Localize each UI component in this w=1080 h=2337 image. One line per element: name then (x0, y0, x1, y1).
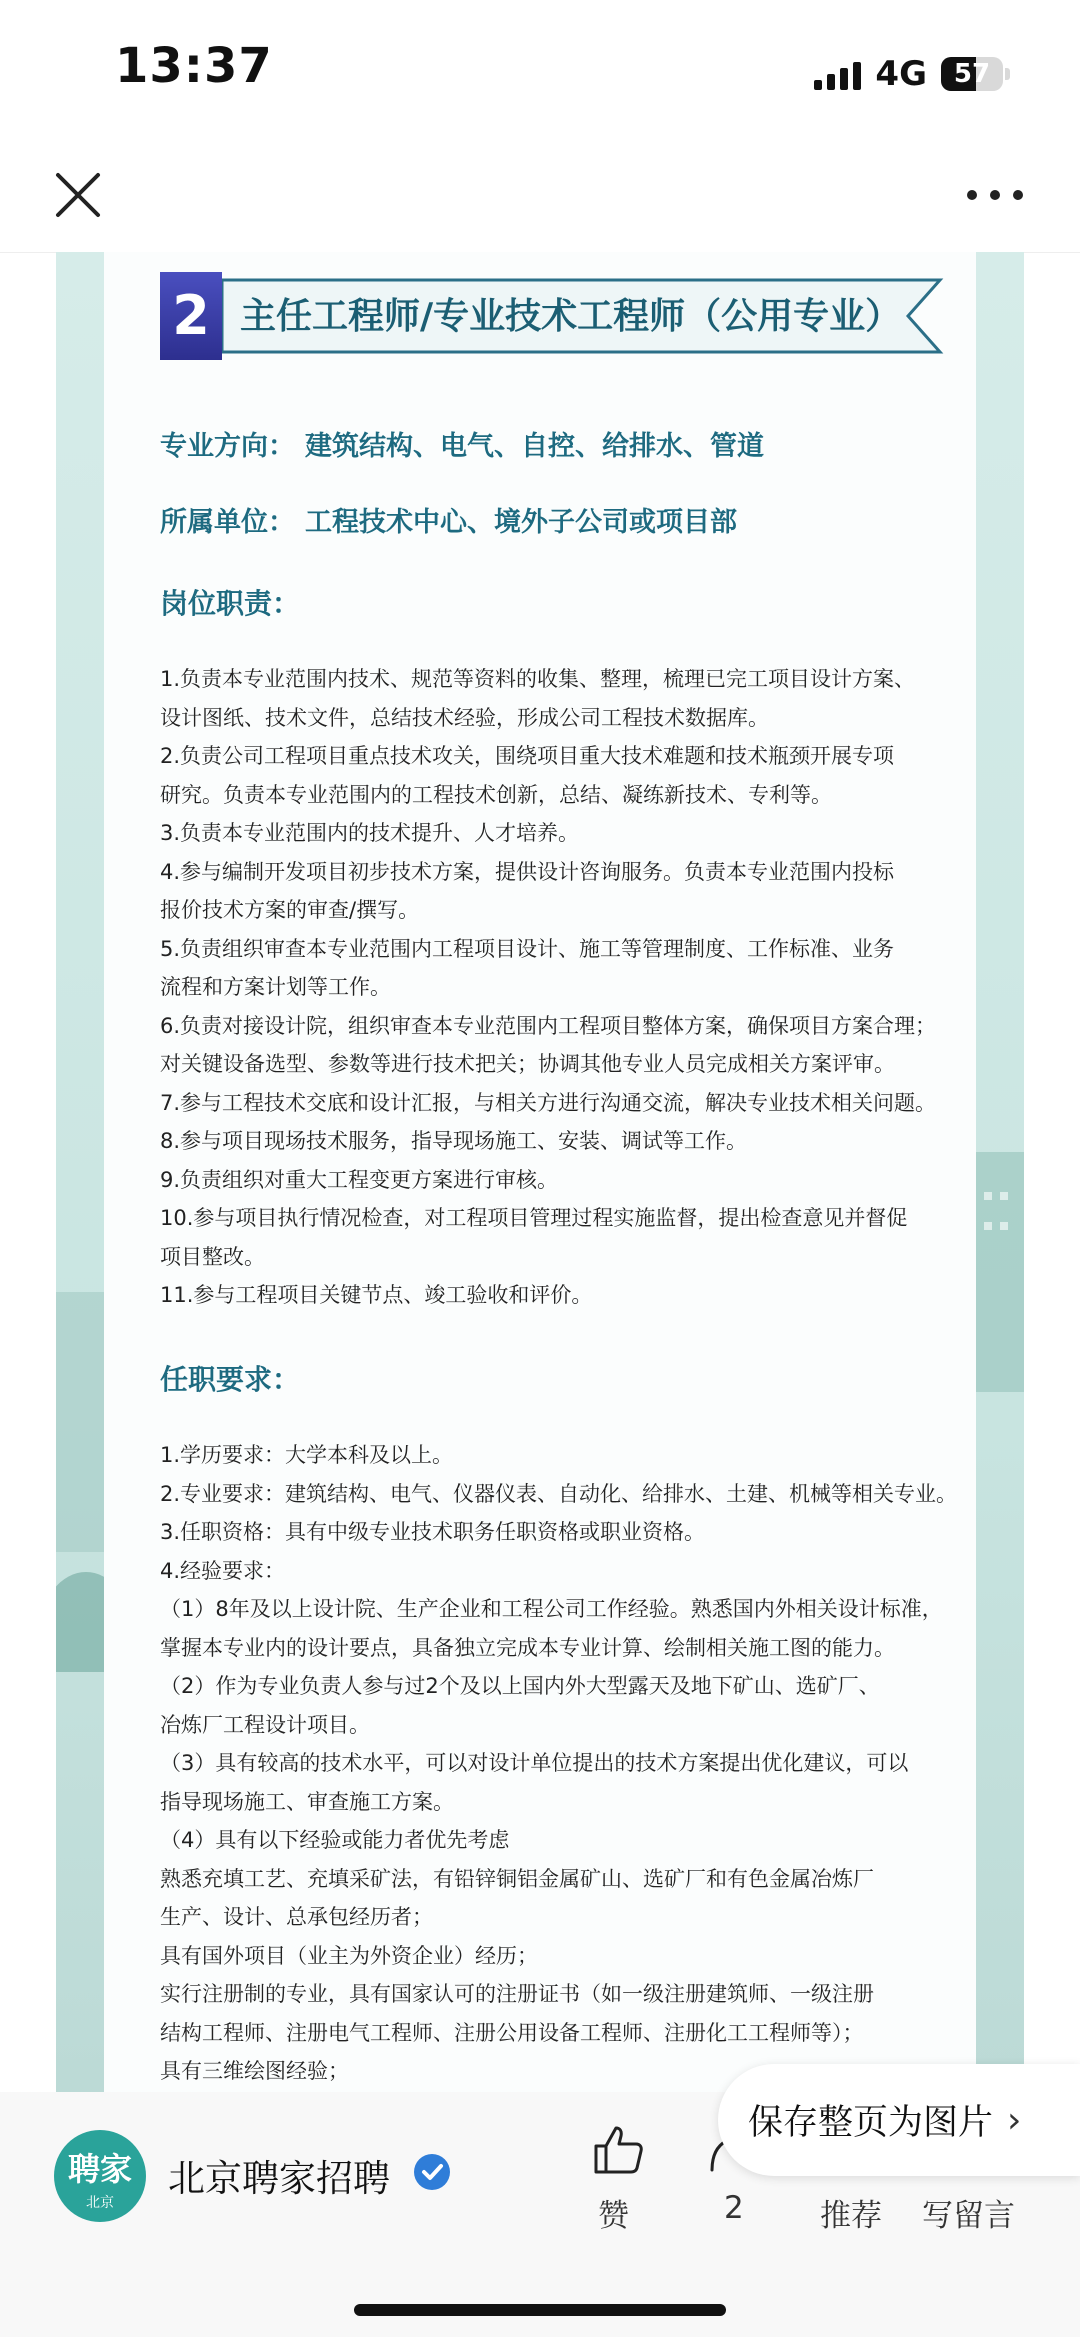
duties-list (160, 660, 1000, 1315)
direction-label: 专业方向： (160, 431, 295, 462)
signal-icon (814, 58, 861, 90)
duty-line: 1.负责本专业范围内技术、规范等资料的收集、整理，梳理已完工项目设计方案、 (160, 667, 916, 691)
requirement-line: 生产、设计、总承包经历者； (160, 1905, 433, 1929)
requirement-line: 具有三维绘图经验； (160, 2059, 349, 2083)
status-indicators (814, 52, 1010, 96)
requirement-line: 3.任职资格：具有中级专业技术职务任职资格或职业资格。 (160, 1520, 706, 1544)
direction-value: 建筑结构、电气、自控、给排水、管道 (305, 431, 764, 462)
recommend-button[interactable]: 推荐 (820, 2198, 882, 2234)
duty-line: 7.参与工程技术交底和设计汇报，与相关方进行沟通交流，解决专业技术相关问题。 (160, 1090, 937, 1115)
requirement-line: （2）作为专业负责人参与过2个及以上国内外大型露天及地下矿山、选矿厂、 (160, 1674, 880, 1698)
unit-value: 工程技术中心、境外子公司或项目部 (305, 507, 737, 538)
requirement-line: （1）8年及以上设计院、生产企业和工程公司工作经验。熟悉国内外相关设计标准， (160, 1597, 943, 1621)
checkmark-icon (414, 2154, 450, 2190)
requirement-line: 具有国外项目（业主为外资企业）经历； (160, 1943, 538, 1968)
duty-line: 5.负责组织审查本专业范围内工程项目设计、施工等管理制度、工作标准、业务 (160, 936, 895, 961)
battery-icon (941, 57, 1003, 91)
duty-line: 项目整改。 (160, 1244, 265, 1269)
duty-line: 研究。负责本专业范围内的工程技术创新，总结、凝练新技术、专利等。 (160, 782, 832, 807)
avatar-sub-text: 北京 (86, 2195, 114, 2211)
save-page-label: 保存整页为图片 (748, 2103, 994, 2143)
thumbs-up-icon (590, 2122, 646, 2178)
requirement-line: 1.学历要求：大学本科及以上。 (160, 1443, 454, 1467)
requirement-line: 实行注册制的专业，具有国家认可的注册证书（如一级注册建筑师、一级注册 (160, 1982, 874, 2006)
battery-level: 57 (953, 59, 991, 89)
duty-line: 9.负责组织对重大工程变更方案进行审核。 (160, 1167, 559, 1192)
requirement-line: （3）具有较高的技术水平，可以对设计单位提出的技术方案提出优化建议，可以 (160, 1751, 909, 1775)
chevron-right-icon: › (1007, 2099, 1022, 2141)
requirement-line: 冶炼厂工程设计项目。 (160, 1712, 370, 1737)
account-name[interactable]: 北京聘家招聘 (168, 2157, 390, 2200)
more-button[interactable] (960, 165, 1030, 225)
status-time: 13:37 (115, 38, 273, 94)
battery-tip (1005, 68, 1010, 80)
unit-label: 所属单位： (160, 507, 295, 538)
save-page-as-image-button[interactable] (718, 2064, 1080, 2176)
network-label: 4G (875, 54, 927, 94)
duty-line: 设计图纸、技术文件，总结技术经验，形成公司工程技术数据库。 (160, 705, 769, 730)
section-number: 2 (160, 272, 222, 360)
avatar[interactable] (54, 2130, 146, 2222)
requirements-heading: 任职要求： (160, 1363, 301, 1396)
job-poster (56, 252, 1024, 2092)
requirement-line: 2.专业要求：建筑结构、电气、仪器仪表、自动化、给排水、土建、机械等相关专业。 (160, 1481, 958, 1506)
duty-line: 3.负责本专业范围内的技术提升、人才培养。 (160, 821, 580, 845)
requirement-line: 熟悉充填工艺、充填采矿法，有铅锌铜铝金属矿山、选矿厂和有色金属冶炼厂 (160, 1866, 874, 1891)
close-icon (48, 165, 108, 225)
duties-heading: 岗位职责： (160, 587, 301, 620)
requirement-line: 指导现场施工、审查施工方案。 (160, 1789, 454, 1814)
duty-line: 8.参与项目现场技术服务，指导现场施工、安装、调试等工作。 (160, 1129, 748, 1153)
requirement-line: 掌握本专业内的设计要点，具备独立完成本专业计算、绘制相关施工图的能力。 (160, 1635, 895, 1660)
requirement-line: 结构工程师、注册电气工程师、注册公用设备工程师、注册化工工程师等）； (160, 2020, 864, 2045)
duty-line: 11.参与工程项目关键节点、竣工验收和评价。 (160, 1283, 593, 1307)
close-button[interactable] (48, 165, 108, 225)
requirements-list (160, 1436, 1000, 2091)
verified-badge-icon (414, 2154, 450, 2190)
like-label[interactable]: 赞 (598, 2198, 629, 2234)
requirement-line: （4）具有以下经验或能力者优先考虑 (160, 1828, 510, 1852)
duty-line: 6.负责对接设计院，组织审查本专业范围内工程项目整体方案，确保项目方案合理； (160, 1013, 937, 1038)
duty-line: 报价技术方案的审查/撰写。 (160, 898, 420, 922)
direction-row (160, 424, 764, 463)
section-title: 主任工程师/专业技术工程师（公用专业） (240, 296, 902, 337)
nav-bar (0, 140, 1080, 253)
home-indicator[interactable] (354, 2304, 726, 2316)
duty-line: 对关键设备选型、参数等进行技术把关；协调其他专业人员完成相关方案评审。 (160, 1052, 895, 1076)
duty-line: 流程和方案计划等工作。 (160, 975, 391, 999)
share-count[interactable]: 2 (724, 2190, 744, 2226)
avatar-main-text: 聘家 (67, 2150, 132, 2188)
unit-row (160, 500, 737, 539)
comment-button[interactable]: 写留言 (922, 2198, 1015, 2234)
duty-line: 4.参与编制开发项目初步技术方案，提供设计咨询服务。负责本专业范围内投标 (160, 859, 895, 884)
duty-line: 2.负责公司工程项目重点技术攻关，围绕项目重大技术难题和技术瓶颈开展专项 (160, 744, 895, 768)
like-button[interactable] (590, 2122, 646, 2178)
more-dots-icon (960, 165, 1030, 225)
section-title-banner (160, 272, 1000, 360)
poster-content (104, 252, 976, 2092)
status-bar (0, 0, 1080, 140)
requirement-line: 4.经验要求： (160, 1558, 286, 1583)
duty-line: 10.参与项目执行情况检查，对工程项目管理过程实施监督，提出检查意见并督促 (160, 1206, 908, 1230)
